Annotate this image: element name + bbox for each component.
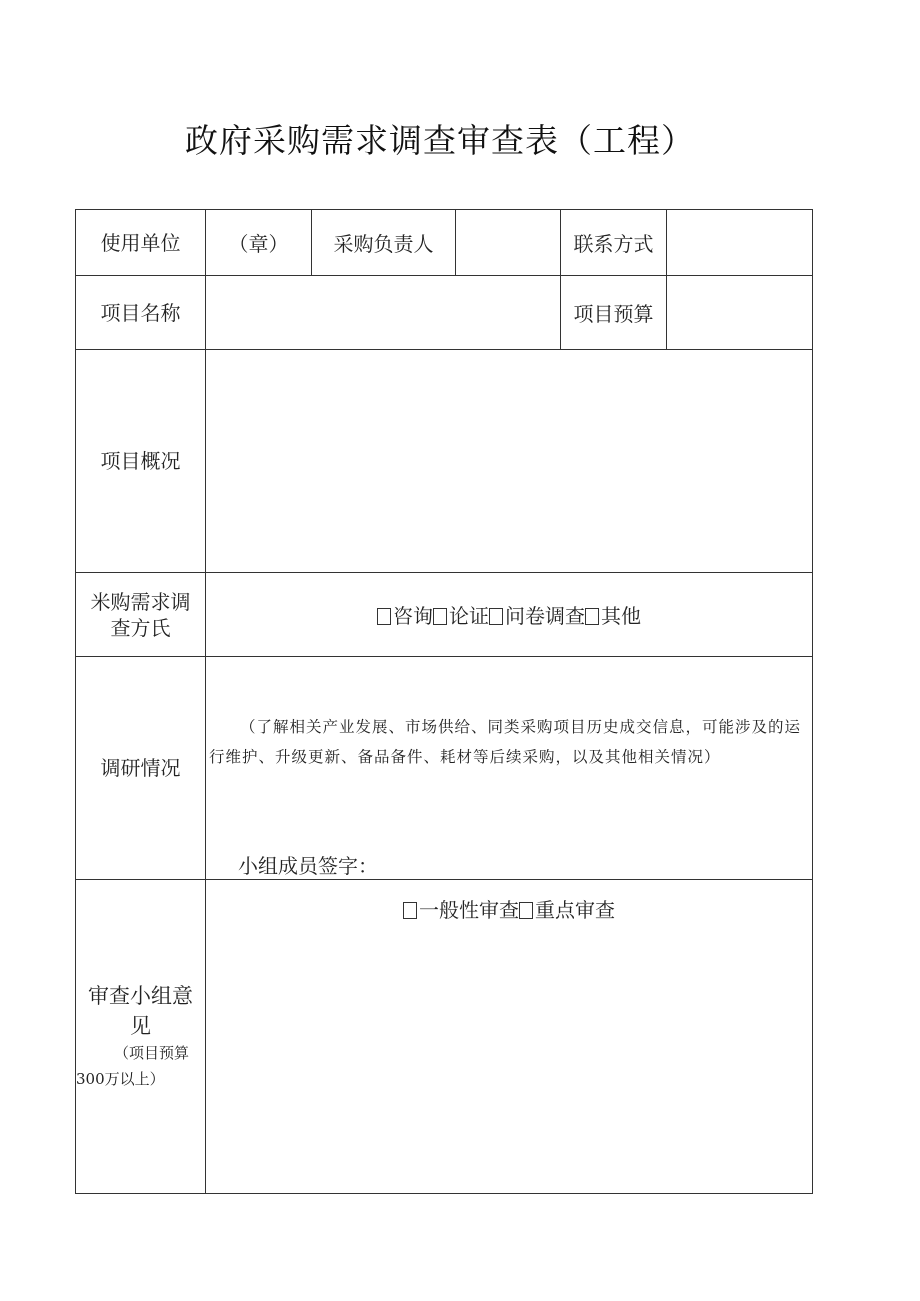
manager-label: 采购负责人 <box>312 210 456 276</box>
unit-stamp[interactable]: （章） <box>206 210 312 276</box>
contact-field[interactable] <box>667 210 813 276</box>
overview-field[interactable] <box>206 350 813 573</box>
option-general-review: 一般性审查 <box>419 898 519 922</box>
method-label: 米购需求调查方氏 <box>76 573 206 657</box>
manager-field[interactable] <box>456 210 561 276</box>
review-label-cell <box>76 880 206 1194</box>
option-key-review: 重点审查 <box>535 898 615 922</box>
review-form-table <box>75 209 813 1194</box>
overview-label: 项目概况 <box>76 350 206 573</box>
review-type-options <box>206 894 812 923</box>
checkbox-general-review[interactable] <box>403 902 417 919</box>
checkbox-key-review[interactable] <box>519 902 533 919</box>
row-overview <box>76 350 813 573</box>
project-budget-label: 项目预算 <box>561 276 667 350</box>
research-field[interactable] <box>206 657 813 880</box>
row-review <box>76 880 813 1194</box>
project-name-label: 项目名称 <box>76 276 206 350</box>
project-budget-field[interactable] <box>667 276 813 350</box>
method-options <box>206 573 813 657</box>
row-research <box>76 657 813 880</box>
option-other: 其他 <box>601 604 641 628</box>
checkbox-survey[interactable] <box>489 608 503 625</box>
review-field[interactable] <box>206 880 813 1194</box>
review-label: 审查小组意见 <box>88 983 193 1038</box>
checkbox-consult[interactable] <box>377 608 391 625</box>
signature-label: 小组成员签字： <box>238 854 378 878</box>
row-method <box>76 573 813 657</box>
option-consult: 咨询 <box>393 604 433 628</box>
option-argue: 论证 <box>449 604 489 628</box>
review-sub-line1: （项目预算 <box>114 1044 190 1063</box>
row-project-name <box>76 276 813 350</box>
checkbox-other[interactable] <box>585 608 599 625</box>
row-unit <box>76 210 813 276</box>
checkbox-argue[interactable] <box>433 608 447 625</box>
review-sub-line2: 300万以上） <box>76 1069 165 1088</box>
research-note: （了解相关产业发展、市场供给、同类采购项目历史成交信息，可能涉及的运行维护、升级更新、备品备件、耗材等后续采购，以及其他相关情况） <box>209 718 802 766</box>
review-sub-label <box>76 1041 205 1092</box>
page-title: 政府采购需求调查审查表（工程） <box>185 121 695 160</box>
research-label: 调研情况 <box>76 657 206 880</box>
project-name-field[interactable] <box>206 276 561 350</box>
contact-label: 联系方式 <box>561 210 667 276</box>
option-survey: 问卷调查 <box>505 604 585 628</box>
unit-label: 使用单位 <box>76 210 206 276</box>
